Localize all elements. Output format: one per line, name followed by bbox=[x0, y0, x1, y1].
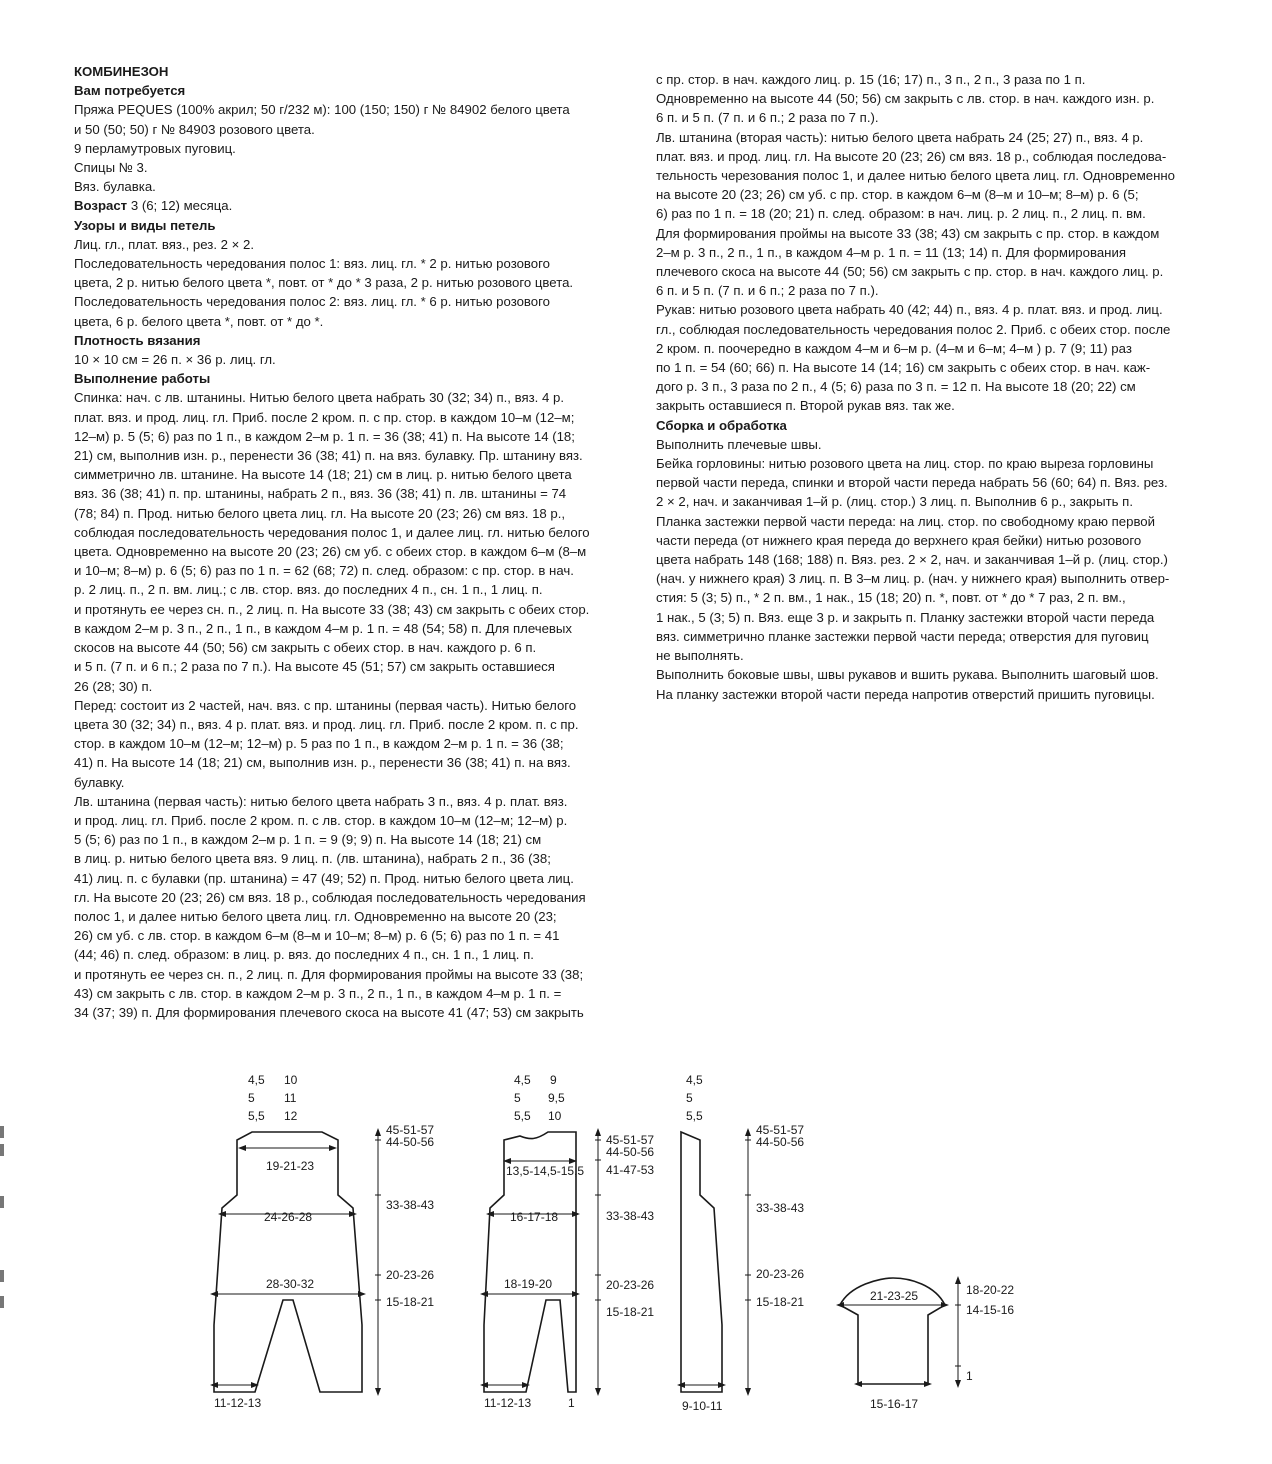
text-line: с пр. стор. в нач. каждого лиц. р. 15 (16; 17) п., 3 п., 2 п., 3 раза по 1 п. bbox=[656, 72, 1086, 87]
back-height-label: 44-50-56 bbox=[386, 1135, 435, 1149]
back-top-label: 5 bbox=[248, 1091, 255, 1105]
sleeve-width-label: 15-16-17 bbox=[870, 1397, 919, 1411]
text-line: 41) п. На высоте 14 (18; 21) см, выполнив изн. р., перенести 36 (38; 41) п. на вяз. bbox=[74, 755, 571, 771]
text-line: дого р. 3 п., 3 раза по 2 п., 4 (5; 6) раза по 3 п. = 12 п. На высоте 18 (20; 22) см bbox=[656, 379, 1136, 395]
front-top-label: 9,5 bbox=[548, 1091, 565, 1105]
front-part2-top-label: 4,5 bbox=[686, 1073, 703, 1087]
front-part2-outline bbox=[681, 1132, 722, 1392]
back-top-label: 5,5 bbox=[248, 1109, 265, 1123]
text-line: Планка застежки первой части переда: на лиц. стор. по свободному краю первой bbox=[656, 513, 1156, 529]
front-part2-height-label: 33-38-43 bbox=[756, 1201, 805, 1215]
text-line: 12–м) р. 5 (5; 6) раз по 1 п., в каждом 2–м р. 1 п. = 36 (38; 41) п. На высоте 14 (18; bbox=[74, 428, 575, 444]
back-height-label: 33-38-43 bbox=[386, 1198, 435, 1212]
front-part2-height-label: 45-51-57 bbox=[756, 1123, 805, 1137]
front-top-label: 4,5 bbox=[514, 1073, 531, 1087]
back-width-label: 28-30-32 bbox=[266, 1277, 315, 1291]
text-line: по 1 п. = 54 (60; 66) п. На высоте 14 (14; 16) см закрыть с обеих стор. в нач. каж- bbox=[656, 360, 1151, 376]
text-line: Лв. штанина (первая часть): нитью белого цвета набрать 3 п., вяз. 4 р. плат. вяз. bbox=[74, 793, 568, 809]
text-line: Выполнить плечевые швы. bbox=[656, 436, 822, 452]
patterns-line: Последовательность чередования полос 1: вяз. лиц. гл. * 2 р. нитью розового bbox=[74, 256, 550, 272]
front-top-label: 5,5 bbox=[514, 1109, 531, 1123]
left-column bbox=[74, 62, 622, 1022]
text-line: первой части переда, спинки и второй части переда набрать 56 (60; 64) п. Вяз. рез. bbox=[656, 475, 1168, 491]
patterns-list bbox=[74, 235, 622, 331]
text-line: тельность черезования полос 1, и далее нитью белого цвета лиц. гл. Одновременно bbox=[656, 168, 1176, 184]
text-line: вяз. симметрично планке застежки первой части переда; отверстия для пуговиц bbox=[656, 628, 1149, 644]
back-height-label: 15-18-21 bbox=[386, 1295, 435, 1309]
schematics bbox=[0, 1060, 1272, 1464]
text-line: На планку застежки второй части переда напротив отверстий пришить пуговицы. bbox=[656, 686, 1155, 702]
text-line: 2 × 2, нач. и заканчивая 1–й р. (лиц. стор.) 3 лиц. п. Выполнив 6 р., закрыть п. bbox=[656, 494, 1133, 510]
text-line: 1 нак., 5 (3; 5) п. Вяз. еще 3 р. и закрыть п. Планку застежки второй части переда bbox=[656, 609, 1155, 625]
pattern-title: КОМБИНЕЗОН bbox=[74, 64, 169, 79]
sleeve-width-label: 21-23-25 bbox=[870, 1289, 919, 1303]
assembly-heading: Сборка и обработка bbox=[656, 417, 787, 433]
front-part2-diagram bbox=[681, 1073, 804, 1413]
text-line: 21) см, выполнив изн. р., перенести 36 (38; 41) п. на вяз. булавку. Пр. штанину вяз. bbox=[74, 448, 583, 464]
front-width-label: 13,5-14,5-15,5 bbox=[506, 1164, 585, 1178]
front-height-label: 15-18-21 bbox=[606, 1305, 655, 1319]
front-width-label: 18-19-20 bbox=[504, 1277, 553, 1291]
age-text: 3 (6; 12) месяца. bbox=[127, 198, 233, 214]
text-line: булавку. bbox=[74, 774, 125, 790]
patterns-line: Последовательность чередования полос 2: вяз. лиц. гл. * 6 р. нитью розового bbox=[74, 294, 550, 310]
front-top-label: 9 bbox=[550, 1073, 557, 1087]
schematics-svg bbox=[0, 1060, 1272, 1464]
text-line: 6 п. и 5 п. (7 п. и 6 п.; 2 раза по 7 п.). bbox=[656, 283, 879, 299]
text-line: 2–м р. 3 п., 2 п., 1 п., в каждом 4–м р. 1 п. = 11 (13; 14) п. Для формирования bbox=[656, 244, 1126, 260]
front-height-label: 45-51-57 bbox=[606, 1133, 655, 1147]
back-top-label: 11 bbox=[284, 1091, 297, 1105]
text-line: гл., соблюдая последовательность чередования полос 2. Приб. с обеих стор. после bbox=[656, 321, 1171, 337]
patterns-heading: Узоры и виды петель bbox=[74, 217, 216, 233]
text-line: стия: 5 (3; 5) п., * 2 п. вм., 1 нак., 15 (18; 20) п. *, повт. от * до * 7 раз, 2 п. вм., bbox=[656, 590, 1126, 606]
sleeve-diagram bbox=[840, 1278, 1014, 1411]
age-line bbox=[74, 196, 622, 215]
text-line: 5 (5; 6) раз по 1 п., в каждом 2–м р. 1 п. = 9 (9; 9) п. На высоте 14 (18; 21) см bbox=[74, 832, 542, 848]
density-text: 10 × 10 см = 26 п. × 36 р. лиц. гл. bbox=[74, 352, 276, 368]
text-line: Лв. штанина (вторая часть): нитью белого цвета набрать 24 (25; 27) п., вяз. 4 р. bbox=[656, 129, 1144, 145]
text-line: Выполнить боковые швы, швы рукавов и вшить рукава. Выполнить шаговый шов. bbox=[656, 667, 1159, 683]
text-line: 26 (28; 30) п. bbox=[74, 678, 153, 694]
text-line: и протянуть ее через сн. п., 2 лиц. п. Для формирования проймы на высоте 33 (38; bbox=[74, 966, 584, 982]
text-line: и протянуть ее через сн. п., 2 лиц. п. На высоте 33 (38; 43) см закрыть с обеих стор. bbox=[74, 601, 590, 617]
back-top-label: 4,5 bbox=[248, 1073, 265, 1087]
text-line: Перед: состоит из 2 частей, нач. вяз. с пр. штанины (первая часть). Нитью белого bbox=[74, 697, 577, 713]
materials-line: Спицы № 3. bbox=[74, 160, 148, 176]
work-body-continued bbox=[656, 70, 1204, 416]
text-line: плечевого скоса на высоте 44 (50; 56) см закрыть с пр. стор. в нач. каждого лиц. р. bbox=[656, 264, 1164, 280]
back-width-label: 24-26-28 bbox=[264, 1210, 313, 1224]
text-line: закрыть оставшиеся п. Второй рукав вяз. так же. bbox=[656, 398, 955, 414]
back-top-label: 12 bbox=[284, 1109, 298, 1123]
text-line: в каждом 2–м р. 3 п., 2 п., 1 п., в каждом 4–м р. 1 п. = 48 (54; 58) п. Для плечевых bbox=[74, 620, 572, 636]
sleeve-height-label: 18-20-22 bbox=[966, 1283, 1015, 1297]
text-line: 26) см уб. с лв. стор. в каждом 6–м (8–м и 10–м; 8–м) р. 6 (5; 6) раз по 1 п. = 41 bbox=[74, 928, 560, 944]
back-height-label: 20-23-26 bbox=[386, 1268, 435, 1282]
back-width-label: 11-12-13 bbox=[214, 1396, 262, 1410]
text-line: (нач. у нижнего края) 3 лиц. п. В 3–м лиц. р. (нач. у нижнего края) выполнить отвер- bbox=[656, 571, 1170, 587]
front-height-label: 20-23-26 bbox=[606, 1278, 655, 1292]
text-line: (44; 46) п. след. образом: в лиц. р. вяз. до последних 4 п., сн. 1 п., 1 лиц. п. bbox=[74, 947, 534, 963]
text-line: Для формирования проймы на высоте 33 (38; 43) см закрыть с пр. стор. в каждом bbox=[656, 225, 1160, 241]
back-diagram bbox=[214, 1073, 434, 1410]
back-top-label: 10 bbox=[284, 1073, 298, 1087]
text-line: (78; 84) п. Прод. нитью белого цвета лиц. гл. На высоте 20 (23; 26) см вяз. 18 р., bbox=[74, 505, 566, 521]
age-heading: Возраст bbox=[74, 198, 128, 214]
text-line: симметрично лв. штанине. На высоте 14 (18; 21) см в лиц. р. нитью белого цвета bbox=[74, 467, 572, 483]
front-top-label: 5 bbox=[514, 1091, 521, 1105]
text-line: вяз. 36 (38; 41) п. пр. штанины, набрать 2 п., вяз. 36 (38; 41) п. лв. штанины = 74 bbox=[74, 486, 567, 502]
text-line: Рукав: нитью розового цвета набрать 40 (42; 44) п., вяз. 4 р. плат. вяз. и прод. лиц. bbox=[656, 302, 1163, 318]
text-line: цвета. Одновременно на высоте 20 (23; 26) см уб. с обеих стор. в каждом 6–м (8–м bbox=[74, 544, 587, 560]
front-top-label: 10 bbox=[548, 1109, 562, 1123]
text-line: части переда (от нижнего края переда до верхнего края бейки) нитью розового bbox=[656, 532, 1142, 548]
front-part2-top-label: 5 bbox=[686, 1091, 693, 1105]
text-line: гл. На высоте 20 (23; 26) см вяз. 18 р., соблюдая последовательность чередования bbox=[74, 889, 586, 905]
work-heading: Выполнение работы bbox=[74, 371, 211, 387]
materials-line: 9 перламутровых пуговиц. bbox=[74, 140, 236, 156]
text-line: плат. вяз. и прод. лиц. гл. На высоте 20 (23; 26) см вяз. 18 р., соблюдая последова- bbox=[656, 148, 1167, 164]
back-width-label: 19-21-23 bbox=[266, 1159, 315, 1173]
front-part2-width-label: 9-10-11 bbox=[682, 1399, 723, 1413]
front-width-label: 1 bbox=[568, 1396, 575, 1410]
front-height-label: 33-38-43 bbox=[606, 1209, 655, 1223]
materials-heading: Вам потребуется bbox=[74, 83, 186, 99]
right-column bbox=[656, 70, 1204, 704]
text-line: соблюдая последовательность чередования полос 1, и далее лиц. гл. нитью белого bbox=[74, 524, 590, 540]
text-line: 43) см закрыть с лв. стор. в каждом 2–м р. 3 п., 2 п., 1 п., в каждом 4–м р. 1 п. = bbox=[74, 985, 562, 1001]
sleeve-height-label: 1 bbox=[966, 1369, 973, 1383]
text-line: на высоте 20 (23; 26) см уб. с пр. стор. в каждом 6–м (8–м и 10–м; 8–м) р. 6 (5; bbox=[656, 187, 1139, 203]
text-line: и 10–м; 8–м) р. 6 (5; 6) раз по 1 п. = 62 (68; 72) п. след. образом: с пр. стор. в нач. bbox=[74, 563, 574, 579]
text-line: Одновременно на высоте 44 (50; 56) см закрыть с лв. стор. в нач. каждого изн. р. bbox=[656, 91, 1155, 107]
text-line: цвета 30 (32; 34) п., вяз. 4 р. плат. вяз. и прод. лиц. гл. Приб. после 2 кром. п. с пр. bbox=[74, 716, 579, 732]
text-line: стор. в каждом 10–м (12–м; 12–м) р. 5 раз по 1 п., в каждом 2–м р. 1 п. = 36 (38; bbox=[74, 736, 564, 752]
text-line: Спинка: нач. с лв. штанины. Нитью белого цвета набрать 30 (32; 34) п., вяз. 4 р. bbox=[74, 390, 565, 406]
front-width-label: 16-17-18 bbox=[510, 1210, 559, 1224]
text-line: полос 1, и далее нитью белого цвета лиц. гл. Одновременно на высоте 20 (23; bbox=[74, 908, 557, 924]
text-line: в лиц. р. нитью белого цвета вяз. 9 лиц. п. (лв. штанина), набрать 2 п., 36 (38; bbox=[74, 851, 551, 867]
sleeve-height-label: 14-15-16 bbox=[966, 1303, 1015, 1317]
front-width-label: 11-12-13 bbox=[484, 1396, 532, 1410]
front-height-label: 41-47-53 bbox=[606, 1163, 655, 1177]
materials-line: Пряжа PEQUES (100% акрил; 50 г/232 м): 100 (150; 150) г № 84902 белого цвета bbox=[74, 102, 570, 118]
text-line: и прод. лиц. гл. Приб. после 2 кром. п. с лв. стор. в каждом 10–м (12–м; 12–м) р. bbox=[74, 812, 568, 828]
materials-list bbox=[74, 100, 622, 196]
front-part2-height-label: 20-23-26 bbox=[756, 1267, 805, 1281]
text-line: цвета набрать 148 (168; 188) п. Вяз. рез. 2 × 2, нач. и заканчивая 1–й р. (лиц. стор.) bbox=[656, 552, 1168, 568]
text-line: Бейка горловины: нитью розового цвета на лиц. стор. по краю выреза горловины bbox=[656, 456, 1154, 472]
patterns-line: цвета, 2 р. нитью белого цвета *, повт. от * до * 3 раза, 2 р. нитью розового цвета. bbox=[74, 275, 574, 291]
text-line: 34 (37; 39) п. Для формирования плечевого скоса на высоте 41 (47; 53) см закрыть bbox=[74, 1004, 584, 1020]
text-line: 2 кром. п. поочередно в каждом 4–м и 6–м р. (4–м и 6–м; 4–м ) р. 7 (9; 11) раз bbox=[656, 340, 1132, 356]
front-part2-height-label: 44-50-56 bbox=[756, 1135, 805, 1149]
text-line: 6) раз по 1 п. = 18 (20; 21) п. след. образом: в нач. лиц. р. 2 лиц. п., 2 лиц. п. вм. bbox=[656, 206, 1146, 222]
front-height-label: 44-50-56 bbox=[606, 1145, 655, 1159]
back-height-label: 45-51-57 bbox=[386, 1123, 435, 1137]
density-heading: Плотность вязания bbox=[74, 332, 201, 348]
patterns-line: Лиц. гл., плат. вяз., рез. 2 × 2. bbox=[74, 236, 255, 252]
materials-line: и 50 (50; 50) г № 84903 розового цвета. bbox=[74, 121, 315, 137]
text-line: не выполнять. bbox=[656, 648, 744, 664]
patterns-line: цвета, 6 р. белого цвета *, повт. от * до *. bbox=[74, 313, 324, 329]
assembly-body bbox=[656, 435, 1204, 704]
front-diagram bbox=[484, 1073, 654, 1410]
front-part2-top-label: 5,5 bbox=[686, 1109, 703, 1123]
text-line: 6 п. и 5 п. (7 п. и 6 п.; 2 раза по 7 п.). bbox=[656, 110, 879, 126]
work-body bbox=[74, 388, 622, 1022]
text-line: и 5 п. (7 п. и 6 п.; 2 раза по 7 п.). На высоте 45 (51; 57) см закрыть оставшиеся bbox=[74, 659, 555, 675]
text-line: р. 2 лиц. п., 2 п. вм. лиц.; с лв. стор. вяз. до последних 4 п., сн. 1 п., 1 лиц. п. bbox=[74, 582, 543, 598]
front-part2-height-label: 15-18-21 bbox=[756, 1295, 805, 1309]
text-line: плат. вяз. и прод. лиц. гл. Приб. после 2 кром. п. с пр. стор. в каждом 10–м (12–м; bbox=[74, 409, 575, 425]
text-line: скосов на высоте 44 (50; 56) см закрыть с обеих стор. в нач. каждого р. 6 п. bbox=[74, 640, 537, 656]
materials-line: Вяз. булавка. bbox=[74, 179, 156, 195]
text-line: 41) лиц. п. с булавки (пр. штанина) = 47 (49; 52) п. Прод. нитью белого цвета лиц. bbox=[74, 870, 574, 886]
